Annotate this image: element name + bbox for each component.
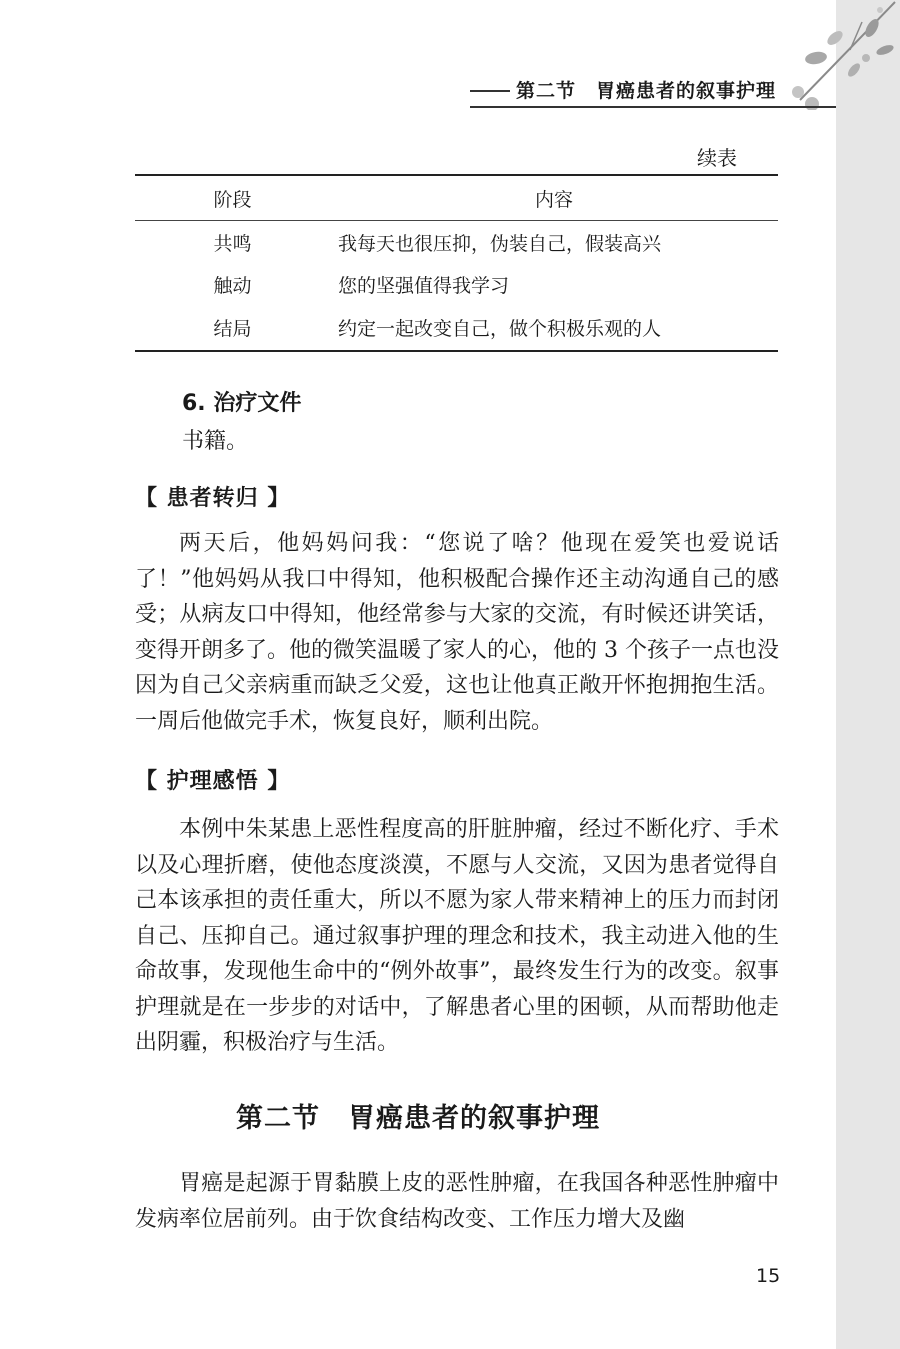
stage-cell: 结局 — [135, 305, 330, 351]
stage-content-table — [135, 174, 778, 352]
section-title: 第二节 胃癌患者的叙事护理 — [236, 1103, 600, 1134]
therapy-document-text: 书籍。 — [182, 429, 249, 454]
header-underline — [470, 106, 836, 108]
content-cell: 我每天也很压抑，伪装自己，假装高兴 — [338, 232, 662, 255]
header-rule — [470, 90, 510, 92]
side-strip — [836, 0, 900, 1349]
table-continued-label: 续表 — [697, 146, 737, 170]
table-row — [135, 305, 778, 351]
content-cell: 您的坚强值得我学习 — [338, 274, 510, 297]
column-header-content: 内容 — [330, 175, 778, 221]
therapy-document-heading: 6. 治疗文件 — [182, 391, 302, 416]
table-header-row — [135, 175, 778, 221]
running-header — [470, 72, 836, 108]
section-intro-paragraph: 胃癌是起源于胃黏膜上皮的恶性肿瘤，在我国各种恶性肿瘤中发病率位居前列。由于饮食结构改变、工作压力增大及幽 — [135, 1171, 779, 1232]
running-header-title: 第二节 胃癌患者的叙事护理 — [516, 80, 777, 102]
nursing-reflection-paragraph: 本例中朱某患上恶性程度高的肝脏肿瘤，经过不断化疗、手术以及心理折磨，使他态度淡漠，不愿与人交流，又因为患者觉得自己本该承担的责任重大，所以不愿为家人带来精神上的压力而封闭自己、压抑自己。通过叙事护理的理念和技术，我主动进入他的生命故事，发现他生命中的“例外故事”，最终发生行为的改变。叙事护理就是在一步步的对话中，了解患者心里的困顿，从而帮助他走出阴霾，积极治疗与生活。 — [135, 817, 779, 1055]
stage-cell: 触动 — [213, 274, 252, 297]
content-cell: 约定一起改变自己，做个积极乐观的人 — [330, 305, 778, 351]
page-number: 15 — [756, 1265, 781, 1287]
patient-outcome-heading: 【 患者转归 】 — [135, 486, 291, 511]
patient-outcome-paragraph: 两天后，他妈妈问我：“您说了啥？他现在爱笑也爱说话了！”他妈妈从我口中得知，他积极配合操作还主动沟通自己的感受；从病友口中得知，他经常参与大家的交流，有时候还讲笑话，变得开朗多了。他的微笑温暖了家人的心，他的 3 个孩子一点也没因为自己父亲病重而缺乏父爱，这也让他真正敞开怀抱拥抱生活。一周后他做完手术，恢复良好，顺利出院。 — [135, 531, 779, 734]
nursing-reflection-heading: 【 护理感悟 】 — [135, 769, 291, 794]
column-header-stage: 阶段 — [135, 175, 330, 221]
table-row — [135, 221, 778, 264]
table-row — [135, 263, 778, 305]
stage-cell: 共鸣 — [213, 232, 252, 255]
